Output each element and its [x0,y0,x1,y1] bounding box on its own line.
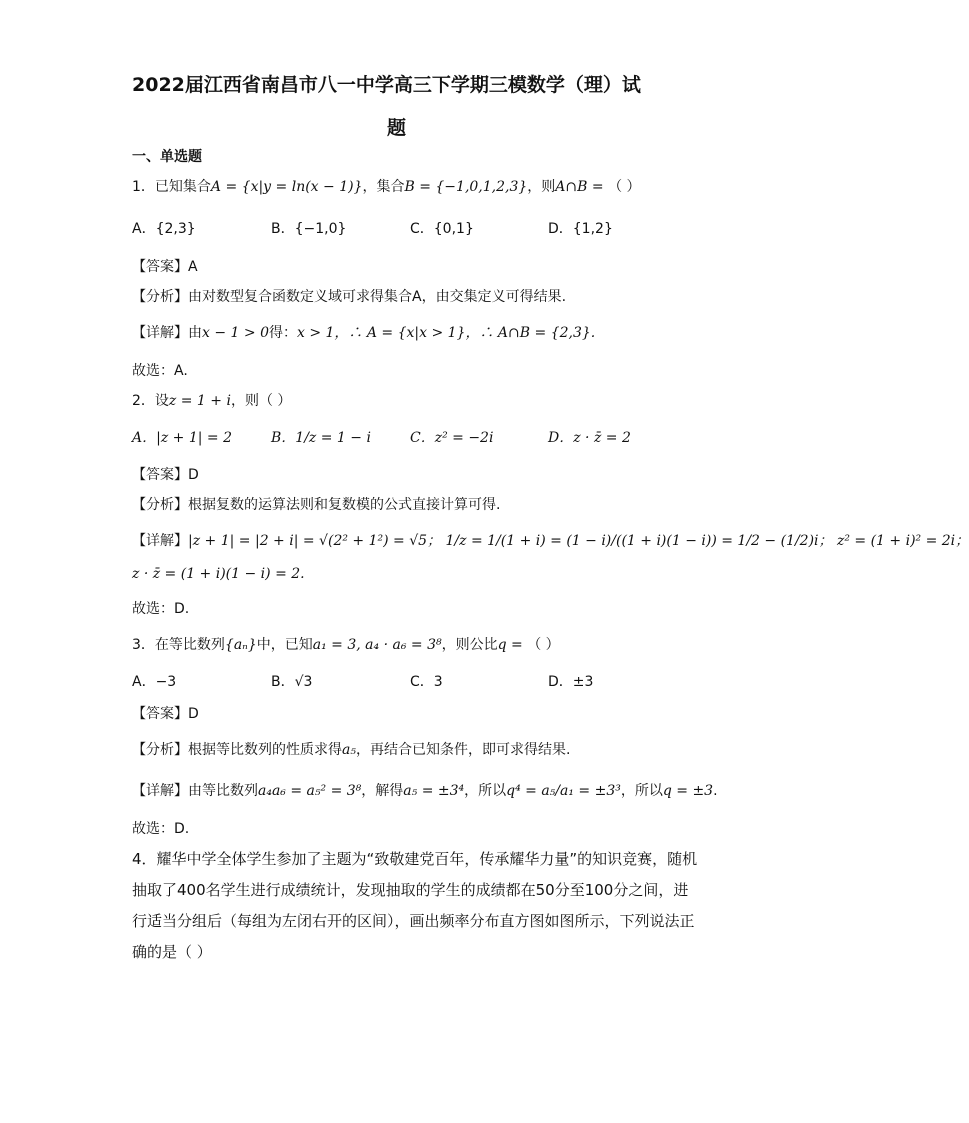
q4-line1: 4．耀华中学全体学生参加了主题为“致敬建党百年，传承耀华力量”的知识竞赛，随机 [132,850,698,868]
page-title-line2: 题 [387,117,407,139]
q1-option-b: B．{−1,0} [271,221,347,237]
q2-detail-line2: z · z̄ = (1 + i)(1 − i) = 2. [132,566,305,582]
q2-option-d: D．z · z̄ = 2 [548,430,631,446]
q2-choose: 故选：D. [132,601,190,617]
q2-answer: 【答案】D [132,467,199,483]
q1-option-a: A．{2,3} [132,221,196,237]
q3-analysis: 【分析】根据等比数列的性质求得a₅，再结合已知条件，即可求得结果. [132,742,571,758]
q2-detail-line1: 【详解】|z + 1| = |2 + i| = √(2² + 1²) = √5； 1/z = 1/(1 + i) = (1 − i)/((1 + i)(1 − i)) = 1/2 − (1/2)i； z² = (1 + i)² = 2i； [132,533,969,549]
q3-choose: 故选：D. [132,821,190,837]
q1-analysis: 【分析】由对数型复合函数定义域可求得集合A，由交集定义可得结果. [132,289,567,305]
q3-detail: 【详解】由等比数列a₄a₆ = a₅² = 3⁸，解得a₅ = ±3⁴，所以q⁴ = a₅/a₁ = ±3³，所以q = ±3. [132,783,718,799]
section-heading: 一、单选题 [132,149,202,165]
q1-choose: 故选：A. [132,363,188,379]
q4-line2: 抽取了400名学生进行成绩统计，发现抽取的学生的成绩都在50分至100分之间，进 [132,881,689,899]
q1-option-c: C．{0,1} [410,221,474,237]
q2-option-a: A．|z + 1| = 2 [132,430,232,446]
q3-answer: 【答案】D [132,706,199,722]
q1-stem: 1．已知集合A = {x|y = ln(x − 1)}，集合B = {−1,0,1,2,3}，则A∩B = （ ） [132,179,641,195]
q3-option-c: C．3 [410,674,443,690]
q3-stem: 3．在等比数列{aₙ}中，已知a₁ = 3, a₄ · a₆ = 3⁸，则公比q = （ ） [132,637,560,653]
q3-option-b: B．√3 [271,674,313,690]
q2-stem: 2．设z = 1 + i，则（ ） [132,393,292,409]
q3-option-d: D．±3 [548,674,594,690]
q2-analysis: 【分析】根据复数的运算法则和复数模的公式直接计算可得. [132,497,501,513]
q1-answer: 【答案】A [132,259,198,275]
q3-option-a: A．−3 [132,674,177,690]
q2-option-c: C．z² = −2i [410,430,494,446]
q4-line4: 确的是（ ） [132,943,212,961]
q1-option-d: D．{1,2} [548,221,613,237]
page-title-line1: 2022届江西省南昌市八一中学高三下学期三模数学（理）试 [132,74,641,96]
q1-detail: 【详解】由x − 1 > 0得：x > 1，∴ A = {x|x > 1}，∴ A∩B = {2,3}. [132,325,596,341]
q4-line3: 行适当分组后（每组为左闭右开的区间），画出频率分布直方图如图所示，下列说法正 [132,912,695,930]
q2-option-b: B．1/z = 1 − i [271,430,371,446]
